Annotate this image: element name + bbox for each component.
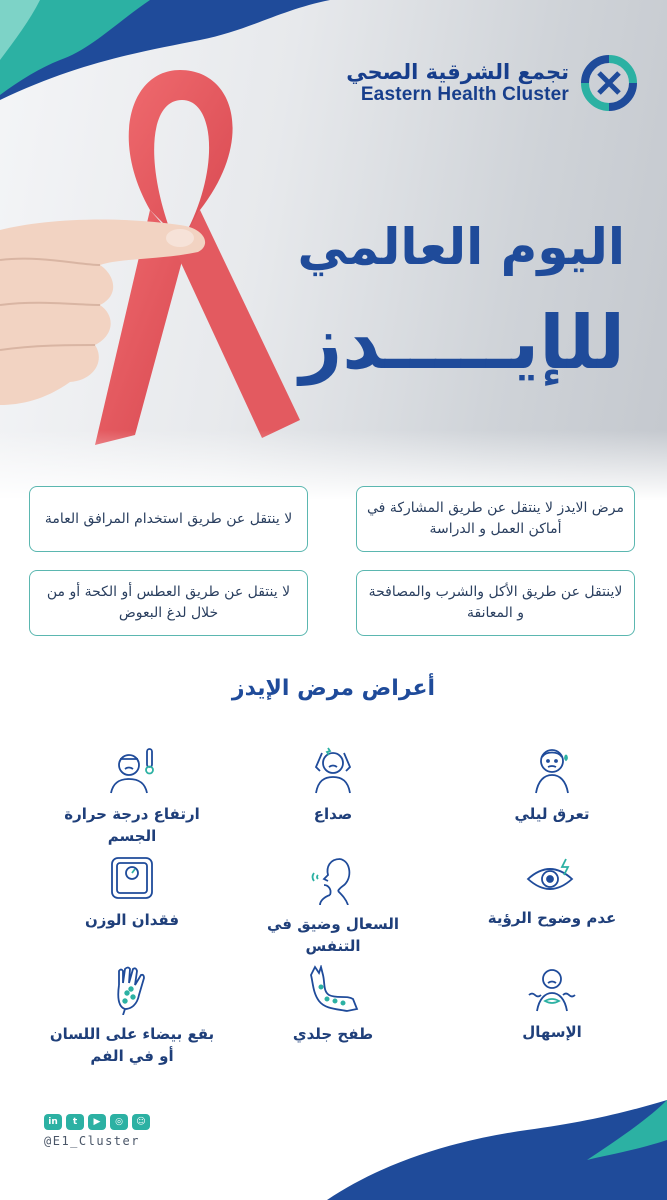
brand-name-english: Eastern Health Cluster: [360, 84, 569, 105]
weight-scale-icon: [109, 855, 155, 901]
fact-box-4: لا ينتقل عن طريق العطس أو الكحة أو من خلال لدغ البعوض: [29, 570, 308, 636]
fact-box-2: لا ينتقل عن طريق استخدام المرافق العامة: [29, 486, 308, 552]
brand-name-arabic: تجمع الشرقية الصحي: [346, 60, 569, 84]
skin-rash-icon: [307, 965, 359, 1015]
symptom-headache: [243, 745, 423, 825]
red-ribbon-hand-image: [0, 60, 330, 460]
hero-title-line-1: اليوم العالمي: [297, 218, 625, 276]
symptom-skin-rash: [243, 965, 423, 1045]
symptom-label: طفح جلدي: [292, 1025, 374, 1043]
symptom-label: ارتفاع درجة حرارة الجسم: [64, 805, 200, 845]
symptoms-title: أعراض مرض الإيدز: [231, 676, 436, 701]
symptom-label: الإسهال: [522, 1023, 582, 1041]
symptom-label: صداع: [313, 805, 353, 823]
instagram-icon[interactable]: ◎: [110, 1114, 128, 1130]
snapchat-icon[interactable]: ☺: [132, 1114, 150, 1130]
symptom-label: عدم وضوح الرؤية: [487, 909, 617, 927]
symptom-weight-loss: [42, 855, 222, 931]
fact-box-3: لاينتقل عن طريق الأكل والشرب والمصافحة و المعانقة: [356, 570, 635, 636]
social-handle[interactable]: @E1_Cluster: [44, 1134, 140, 1148]
hero-section: [0, 0, 667, 500]
symptom-white-spots: [42, 965, 222, 1067]
symptom-label: بقع بيضاء على اللسان أو في الفم: [49, 1025, 215, 1065]
twitter-icon[interactable]: t: [66, 1114, 84, 1130]
diarrhea-icon: [527, 965, 577, 1013]
brand-logo: [346, 55, 637, 111]
cluster-logo-icon: [581, 55, 637, 111]
symptom-cough: [243, 855, 423, 957]
symptom-label: تعرق ليلي: [514, 805, 590, 823]
fever-icon: [107, 745, 157, 795]
night-sweat-icon: [530, 745, 574, 795]
blurred-vision-icon: [526, 855, 578, 899]
hero-title-line-2: للإيـــــدز: [299, 300, 625, 386]
youtube-icon[interactable]: ▶: [88, 1114, 106, 1130]
symptom-blurred-vision: [462, 855, 642, 929]
symptom-label: السعال وضيق في التنفس: [266, 915, 400, 955]
cough-icon: [310, 855, 356, 905]
linkedin-icon[interactable]: in: [44, 1114, 62, 1130]
bottom-decoration: [327, 1100, 667, 1200]
symptom-label: فقدان الوزن: [84, 911, 180, 929]
symptom-night-sweat: [462, 745, 642, 825]
symptom-fever: [42, 745, 222, 847]
white-spots-icon: [111, 965, 153, 1015]
social-footer: [44, 1114, 150, 1148]
symptom-diarrhea: [462, 965, 642, 1043]
headache-icon: [308, 745, 358, 795]
fact-box-1: مرض الايدز لا ينتقل عن طريق المشاركة في أماكن العمل و الدراسة: [356, 486, 635, 552]
